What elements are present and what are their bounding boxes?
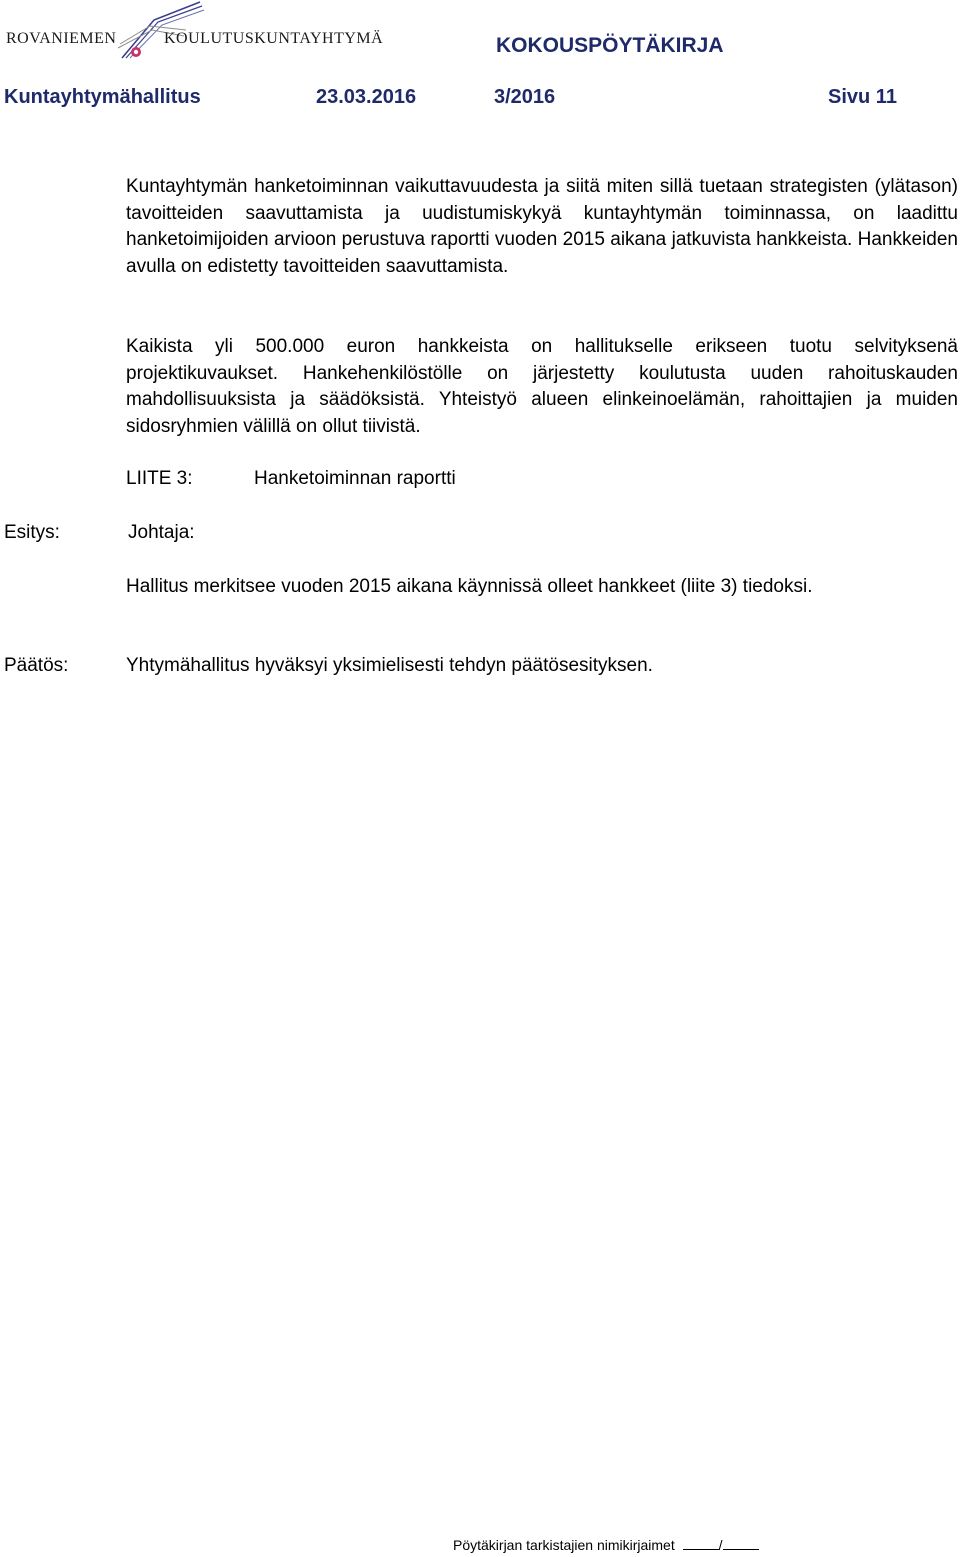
attachment-label: LIITE 3: [126, 468, 193, 489]
proposal-by: Johtaja: [128, 522, 195, 543]
logo-text-koulutuskuntayhtyma: KOULUTUSKUNTAYHTYMÄ [164, 30, 384, 47]
organization-logo [6, 0, 384, 62]
meeting-number: 3/2016 [494, 86, 556, 108]
body-name: Kuntayhtymähallitus [4, 86, 201, 108]
proposal-text: Hallitus merkitsee vuoden 2015 aikana käynnissä olleet hankkeet (liite 3) tiedoksi. [126, 576, 813, 597]
signature-label: Pöytäkirjan tarkistajien nimikirjaimet [453, 1537, 675, 1553]
document-type-title: KOKOUSPÖYTÄKIRJA [496, 34, 724, 57]
logo-text-rovaniemen: ROVANIEMEN [6, 30, 117, 47]
footer-signature-line [453, 1535, 759, 1553]
attachment-title: Hanketoiminnan raportti [254, 468, 456, 489]
decision-label: Päätös: [4, 655, 69, 676]
paragraph-project-descriptions: Kaikista yli 500.000 euron hankkeista on hallitukselle erikseen tuotu selvityksenä projektikuvaukset. Hankehenkilöstölle on järjestetty koulutusta uuden rahoituskauden mahdollisuuksista ja säädöksistä. Yhteistyö alueen elinkeinoelämän, rahoittajien ja muiden sidosryhmien välillä on ollut tiivistä. [126, 336, 958, 438]
paragraph-project-report: Kuntayhtymän hanketoiminnan vaikuttavuudesta ja siitä miten sillä tuetaan strategisten (ylätason) tavoitteiden saavuttamista ja uudistumiskykyä kuntayhtymän toiminnassa, on laadittu hanketoimijoiden arvioon perustuva raportti vuoden 2015 aikana jatkuvista hankkeista. Hankkeiden avulla on edistetty tavoitteiden saavuttamista. [126, 176, 958, 278]
initials-blank-2[interactable] [723, 1535, 759, 1550]
initials-separator: / [718, 1537, 723, 1553]
page-number: Sivu 11 [828, 86, 897, 108]
meeting-date: 23.03.2016 [316, 86, 417, 108]
proposal-label: Esitys: [4, 522, 60, 543]
decision-text: Yhtymähallitus hyväksyi yksimielisesti tehdyn päätösesityksen. [126, 655, 653, 676]
initials-blank-1[interactable] [683, 1535, 719, 1550]
